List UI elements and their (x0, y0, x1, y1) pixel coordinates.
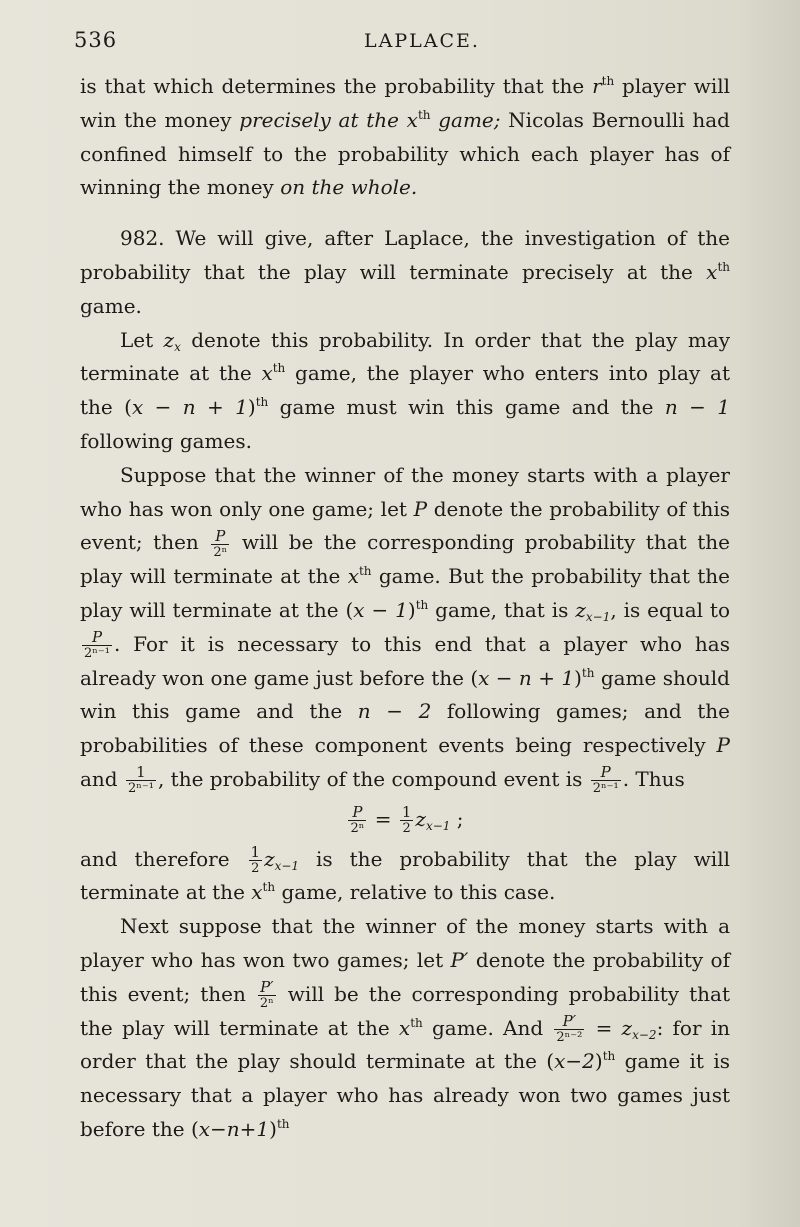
fraction: $\frac{1}{\text{2ⁿ⁻¹}}$ (127, 763, 154, 797)
page-number: 536 (74, 28, 118, 52)
paragraph-6: Next suppose that the winner of the money starts with a player who has won two games; let P′ denote the probability of this event; then $\frac{P'}{\text{2ⁿ}}$ will be the corresponding probability that the play will terminate at the $x^{th}$ game. And $\frac{P'}{\text{2ⁿ⁻²}}$ = $z_{x-2}$: for in order that the play should terminate at the $(x-2)^{th}$ game it is necessary that a player who has already won two games just before the $(x-n+1)^{th}$ (80, 914, 730, 1141)
paragraph-5: and therefore $\frac{1}{2}$ $z_{x-1}$ is the probability that the play will terminate at the $x^{th}$ game, relative to this case. (80, 843, 730, 905)
paragraph-4: Suppose that the winner of the money starts with a player who has won only one game; let P denote the probability of this event; then $\frac{P}{\text{2ⁿ}}$ will be the corresponding probability that the play will terminate at the $x^{th}$ game. But the probability that the play will terminate at the $(x - 1)^{th}$ game, that is $z_{x-1}$, is equal to $\frac{P}{\text{2ⁿ⁻¹}}$ . For it is necessary to this end that a player who has already won one game just before the $(x - n + 1)^{th}$ game should win this game and the n − 2 following games; and the probabilities of these component events being respectively P and $\frac{1}{\text{2ⁿ⁻¹}}$ , the probability of the compound event is $\frac{P}{\text{2ⁿ⁻¹}}$ . Thus (80, 462, 731, 797)
text-body (80, 70, 730, 1147)
paragraph-982: 982. We will give, after Laplace, the investigation of the probability that the play will terminate precisely at the $x^{th}$ game. (80, 226, 730, 318)
page-header (74, 18, 714, 58)
fraction: $\frac{P'}{\text{2ⁿ⁻²}}$ (556, 1012, 583, 1046)
fraction: $\frac{P}{\text{2ⁿ⁻¹}}$ (592, 763, 619, 797)
fraction: $\frac{P}{\text{2ⁿ}}$ (213, 526, 228, 560)
paragraph-3: Let $z_x$ denote this probability. In order that the play may terminate at the $x^{th}$ game, the player who enters into play at the $(x - n + 1)^{th}$ game must win this game and the n − 1 following games. (80, 327, 731, 453)
fraction: $\frac{P}{\text{2ⁿ⁻¹}}$ (84, 628, 110, 662)
paragraph-1: is that which determines the probability that the $r^{th}$ player will win the money precisely at the $x^{th}$ game; Nicolas Bernoulli had confined himself to the probability which each player has of winning the money on the whole. (80, 74, 731, 200)
equation-1: $\frac{P}{\text{2ⁿ}}$ = $\frac{1}{2}$ $z_{x-1}$ ; (350, 803, 464, 837)
running-head: LAPLACE. (364, 30, 480, 52)
fraction: $\frac{P'}{\text{2ⁿ}}$ (259, 978, 274, 1012)
